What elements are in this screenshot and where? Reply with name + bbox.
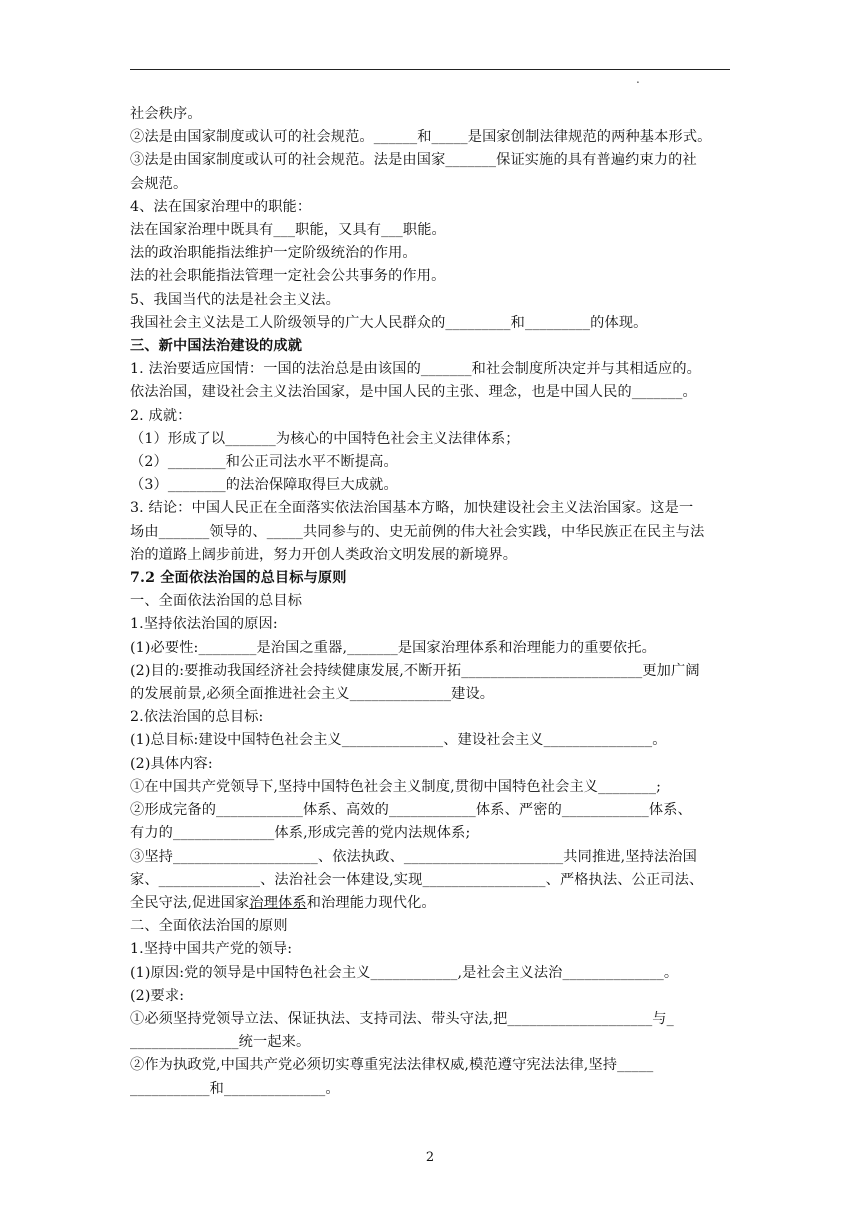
text-line: (1)必要性:________是治国之重器,_______是国家治理体系和治理能力的重要依托。 — [130, 639, 656, 656]
text-line: 的发展前景,必须全面推进社会主义______________建设。 — [130, 686, 495, 703]
page-number: 2 — [425, 1150, 435, 1165]
text-line: ③法是由国家制度或认可的社会规范。法是由国家_______保证实施的具有普遍约束力的社 — [130, 152, 697, 169]
text-line: ___________和______________。 — [130, 1080, 340, 1097]
text-line: 2. 成就： — [130, 407, 192, 424]
text-line: 一、全面依法治国的总目标 — [130, 593, 303, 610]
text-line: 我国社会主义法是工人阶级领导的广大人民群众的_________和_________的体现。 — [130, 314, 648, 331]
text-line: 治的道路上阔步前进，努力开创人类政治文明发展的新境界。 — [130, 546, 518, 563]
text-line: (2)具体内容: — [130, 755, 213, 772]
text-line: 场由_______领导的、_____共同参与的、史无前例的伟大社会实践，中华民族正在民主与法 — [130, 523, 705, 540]
section-heading: 三、新中国法治建设的成就 — [130, 338, 303, 355]
text-line: 1.坚持中国共产党的领导: — [130, 941, 293, 958]
text-line: 5、我国当代的法是社会主义法。 — [130, 291, 340, 308]
text-line: 家、______________、法治社会一体建设,实现_________________、严格执法、公正司法、 — [130, 871, 704, 888]
text-line: ①在中国共产党领导下,坚持中国特色社会主义制度,贯彻中国特色社会主义________; — [130, 778, 662, 795]
document-body — [130, 103, 736, 1101]
underlined-phrase: 治理体系 — [249, 894, 307, 911]
header-rule — [130, 69, 730, 70]
section-heading: 7.2 全面依法治国的总目标与原则 — [130, 570, 347, 587]
text-line: 1.坚持依法治国的原因: — [130, 616, 278, 633]
text-line: _______________统一起来。 — [130, 1034, 311, 1051]
text-line: (1)总目标:建设中国特色社会主义______________、建设社会主义_______________。 — [130, 732, 667, 749]
text-line: ②形成完备的____________体系、高效的____________体系、严密的____________体系、 — [130, 802, 692, 819]
text-line: （2）________和公正司法水平不断提高。 — [130, 454, 398, 471]
text-line: （1）形成了以_______为核心的中国特色社会主义法律体系； — [130, 430, 520, 447]
text-line-underlined: 全民守法,促进国家治理体系和治理能力现代化。 — [130, 894, 436, 911]
text-line: 1. 法治要适应国情：一国的法治总是由该国的_______和社会制度所决定并与其相适应的。 — [130, 361, 702, 378]
text-line: 会规范。 — [130, 175, 188, 192]
text-line: 社会秩序。 — [130, 106, 202, 122]
text-line: 3. 结论：中国人民正在全面落实依法治国基本方略，加快建设社会主义法治国家。这是一 — [130, 500, 694, 517]
text-line: 有力的______________体系,形成完善的党内法规体系; — [130, 825, 471, 842]
text-line: 二、全面依法治国的原则 — [130, 918, 288, 935]
text-line: 法的社会职能指法管理一定社会公共事务的作用。 — [130, 268, 446, 285]
text-line: (1)原因:党的领导是中国特色社会主义____________,是社会主义法治______________。 — [130, 964, 679, 981]
text-line: ②法是由国家制度或认可的社会规范。______和_____是国家创制法律规范的两种基本形式。 — [130, 129, 712, 146]
text-line: 依法治国，建设社会主义法治国家，是中国人民的主张、理念，也是中国人民的_______。 — [130, 384, 697, 401]
text-line: 法在国家治理中既具有___职能，又具有___职能。 — [130, 222, 446, 239]
text-line: (2)要求: — [130, 987, 185, 1004]
text-line: 4、法在国家治理中的职能： — [130, 198, 312, 215]
text-line: ③坚持____________________、依法执政、______________________共同推进,坚持法治国 — [130, 848, 697, 865]
text-line: （3）________的法治保障取得巨大成就。 — [130, 477, 398, 494]
text-line: 2.依法治国的总目标: — [130, 709, 264, 726]
header-mark: . — [636, 72, 640, 86]
text-line: (2)目的:要推动我国经济社会持续健康发展,不断开拓_________________________更加广阔 — [130, 662, 700, 679]
text-line: ①必须坚持党领导立法、保证执法、支持司法、带头守法,把____________________与_ — [130, 1010, 674, 1027]
text-line: 法的政治职能指法维护一定阶级统治的作用。 — [130, 245, 417, 262]
text-line: ②作为执政党,中国共产党必须切实尊重宪法法律权威,模范遵守宪法法律,坚持_____ — [130, 1057, 654, 1074]
